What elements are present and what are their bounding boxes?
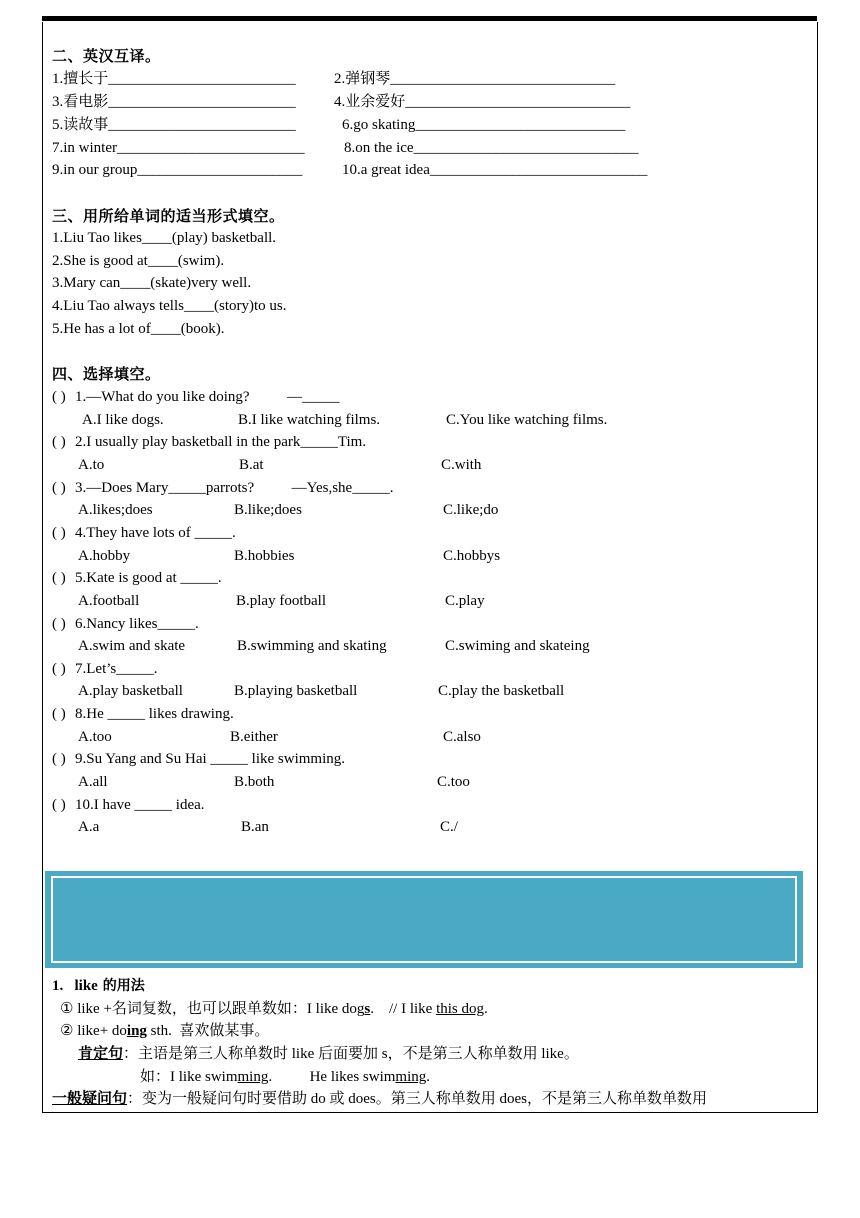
notes-line-5 [52, 1089, 707, 1109]
option-a: A.football [78, 593, 140, 609]
notes-l3-rest: ：主语是第三人称单数时 like 后面要加 s，不是第三人称单数用 like。 [123, 1046, 579, 1062]
answer-paren: ( ) [52, 797, 66, 813]
notes-l4-a: 如：I like swim [140, 1069, 238, 1085]
option-c: C.hobbys [443, 548, 501, 564]
option-b: B.play football [236, 593, 326, 609]
question-text: 9.Su Yang and Su Hai _____ like swimming. [75, 751, 346, 767]
notes-l5-rest: ：变为一般疑问句时要借助 do 或 does。第三人称单数用 does，不是第三人称单数单数用 [127, 1091, 708, 1107]
notes-title-rest: 的用法 [97, 978, 145, 994]
section2-heading: 二、英汉互译。 [52, 47, 161, 65]
section3-heading: 三、用所给单词的适当形式填空。 [52, 207, 285, 225]
notes-l2-a: ② like+ do [60, 1023, 127, 1039]
notes-l3-label: 肯定句 [78, 1046, 124, 1062]
option-c: C./ [440, 819, 458, 835]
s2-row3-left: 5.读故事_________________________ [52, 117, 296, 133]
option-a: A.all [78, 774, 108, 790]
answer-paren: ( ) [52, 434, 66, 450]
option-c: C.like;do [443, 502, 499, 518]
banner-inner-border [51, 876, 797, 963]
notes-l5-label: 一般疑问句 [52, 1091, 128, 1107]
question-text: 10.I have _____ idea. [75, 797, 205, 813]
notes-l4-d: ming [395, 1069, 427, 1085]
notes-l2-c: sth. 喜欢做某事。 [146, 1023, 270, 1039]
s2-row2-left: 3.看电影_________________________ [52, 94, 296, 110]
option-c: C.also [443, 729, 481, 745]
notes-title [52, 976, 145, 996]
notes-title-number: 1. [52, 978, 64, 994]
option-a: A.too [78, 729, 112, 745]
notes-l4-c: . He likes swim [268, 1069, 396, 1085]
option-c: C.with [441, 457, 482, 473]
option-c: C.too [437, 774, 470, 790]
question-text: 5.Kate is good at _____. [75, 570, 222, 586]
notes-l1-a: ① like +名词复数，也可以跟单数如：I like dog [60, 1001, 365, 1017]
notes-l4-b: ming [237, 1069, 269, 1085]
s2-row1-right: 2.弹钢琴______________________________ [334, 71, 616, 87]
question-text: 6.Nancy likes_____. [75, 616, 199, 632]
s2-row1-left: 1.擅长于_________________________ [52, 71, 296, 87]
option-a: A.hobby [78, 548, 131, 564]
question-text: 7.Let’s_____. [75, 661, 158, 677]
notes-l1-b: . // I like [370, 1001, 437, 1017]
s3-item4: 4.Liu Tao always tells____(story)to us. [52, 298, 287, 314]
question-text: 3.—Does Mary_____parrots? —Yes,she_____. [75, 480, 394, 496]
notes-line-1 [60, 999, 488, 1019]
option-a: A.play basketball [78, 683, 183, 699]
option-b: B.hobbies [234, 548, 295, 564]
question-text: 4.They have lots of _____. [75, 525, 236, 541]
option-a: A.swim and skate [78, 638, 186, 654]
option-b: B.swimming and skating [237, 638, 387, 654]
notes-line-3 [78, 1044, 579, 1064]
section-banner [45, 871, 803, 968]
s3-item3: 3.Mary can____(skate)very well. [52, 275, 252, 291]
notes-title-word: like [74, 978, 98, 994]
answer-paren: ( ) [52, 661, 66, 677]
notes-line-4 [140, 1067, 430, 1087]
notes-l2-b: ing [126, 1023, 147, 1039]
section4-heading: 四、选择填空。 [52, 365, 161, 383]
option-c: C.You like watching films. [446, 412, 608, 428]
s3-item2: 2.She is good at____(swim). [52, 253, 225, 269]
notes-l1-c: this dog [436, 1001, 484, 1017]
option-b: B.at [239, 457, 264, 473]
option-b: B.like;does [234, 502, 302, 518]
answer-paren: ( ) [52, 706, 66, 722]
s2-row5-right: 10.a great idea_____________________________ [342, 162, 648, 178]
option-b: B.I like watching films. [238, 412, 381, 428]
s2-row3-right: 6.go skating____________________________ [342, 117, 626, 133]
answer-paren: ( ) [52, 616, 66, 632]
question-text: 1.—What do you like doing? —_____ [75, 389, 340, 405]
answer-paren: ( ) [52, 480, 66, 496]
option-c: C.swiming and skateing [445, 638, 590, 654]
answer-paren: ( ) [52, 751, 66, 767]
option-a: A.to [78, 457, 105, 473]
option-a: A.likes;does [78, 502, 153, 518]
notes-line-2 [60, 1021, 269, 1041]
s3-item1: 1.Liu Tao likes____(play) basketball. [52, 230, 277, 246]
option-b: B.playing basketball [234, 683, 358, 699]
option-a: A.a [78, 819, 100, 835]
question-text: 8.He _____ likes drawing. [75, 706, 234, 722]
answer-paren: ( ) [52, 389, 66, 405]
s2-row4-right: 8.on the ice______________________________ [344, 140, 639, 156]
top-rule [42, 16, 817, 21]
option-b: B.either [230, 729, 278, 745]
option-b: B.both [234, 774, 275, 790]
answer-paren: ( ) [52, 570, 66, 586]
s2-row4-left: 7.in winter_________________________ [52, 140, 305, 156]
notes-l1-d: . [484, 1001, 488, 1017]
s2-row5-left: 9.in our group______________________ [52, 162, 303, 178]
answer-paren: ( ) [52, 525, 66, 541]
question-text: 2.I usually play basketball in the park_____Tim. [75, 434, 367, 450]
option-b: B.an [241, 819, 269, 835]
s3-item5: 5.He has a lot of____(book). [52, 321, 225, 337]
s2-row2-right: 4.业余爱好______________________________ [334, 94, 631, 110]
notes-l4-e: . [426, 1069, 431, 1085]
option-c: C.play [445, 593, 485, 609]
option-c: C.play the basketball [438, 683, 565, 699]
notes-l1-s: s [364, 1001, 371, 1017]
option-a: A.I like dogs. [82, 412, 164, 428]
